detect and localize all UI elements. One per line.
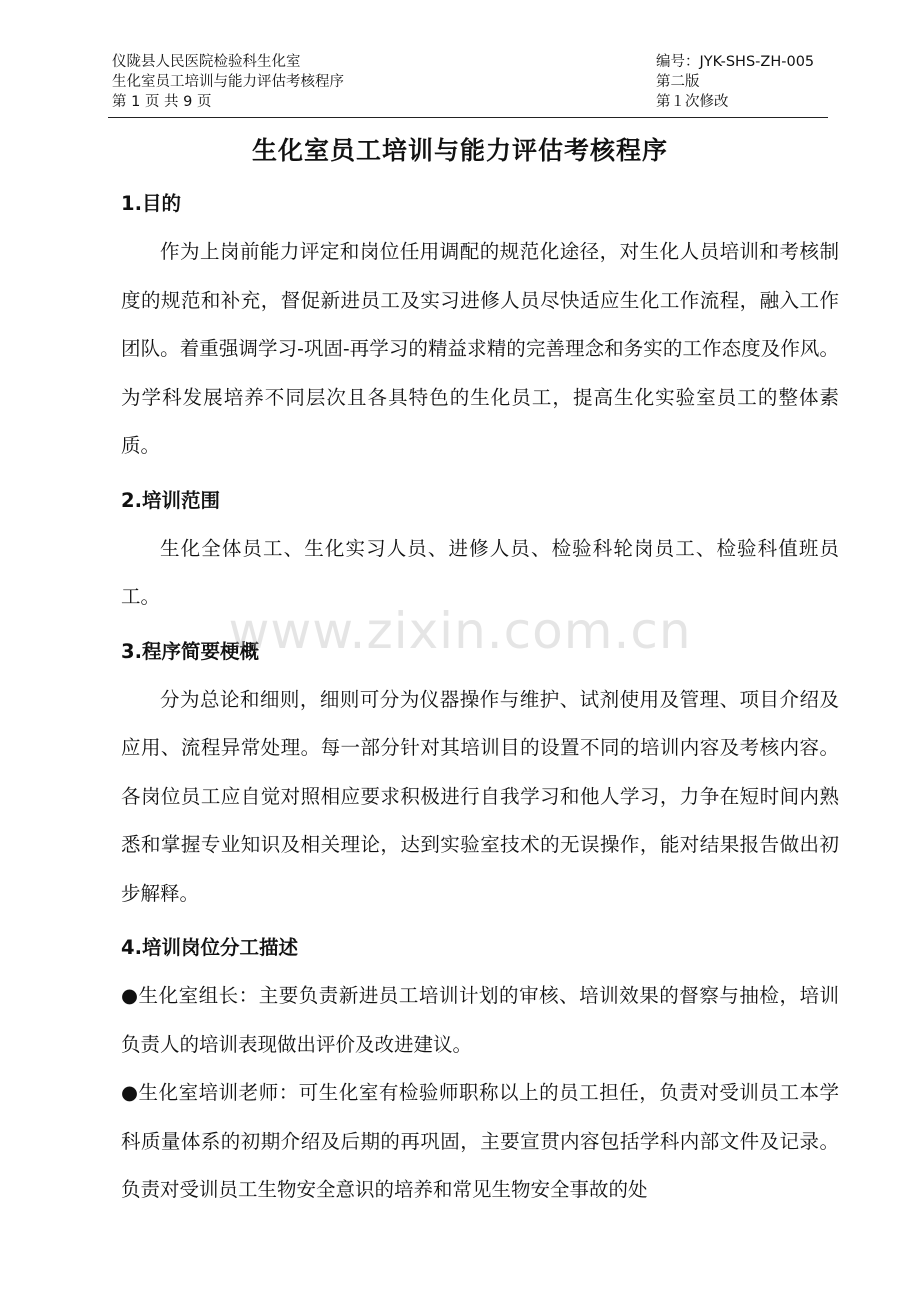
section-heading-scope: 2.培训范围 xyxy=(121,488,220,512)
section-paragraph-scope: 生化全体员工、生化实习人员、进修人员、检验科轮岗员工、检验科值班员工。 xyxy=(121,536,839,608)
header-revision: 第１次修改 xyxy=(656,94,729,110)
header-doc-title: 生化室员工培训与能力评估考核程序 xyxy=(112,74,344,90)
header-doc-code: 编号：JYK-SHS-ZH-005 xyxy=(656,54,815,70)
header-row-3 xyxy=(112,92,826,112)
header-row-2 xyxy=(112,72,826,92)
section-heading-purpose: 1.目的 xyxy=(121,192,181,215)
document-title: 生化室员工培训与能力评估考核程序 xyxy=(251,136,668,165)
bullet-item-trainer: ●生化室培训老师：可生化室有检验师职称以上的员工担任，负责对受训员工本学科质量体系的初期介绍及后期的再巩固，主要宣贯内容包括学科内部文件及记录。负责对受训员工生物安全意识的培养和常见生物安全事故的处 xyxy=(121,1081,839,1201)
header-row-1 xyxy=(112,52,826,72)
bullet-item-team-leader: ●生化室组长：主要负责新进员工培训计划的审核、培训效果的督察与抽检，培训负责人的培训表现做出评价及改进建议。 xyxy=(121,984,839,1056)
watermark: www.zixin.com.cn xyxy=(228,602,692,660)
header-divider xyxy=(108,117,828,118)
header-edition: 第二版 xyxy=(656,74,700,90)
page-header xyxy=(112,52,826,112)
section-heading-overview: 3.程序简要梗概 xyxy=(121,639,259,663)
section-paragraph-overview: 分为总论和细则，细则可分为仪器操作与维护、试剂使用及管理、项目介绍及应用、流程异常处理。每一部分针对其培训目的设置不同的培训内容及考核内容。各岗位员工应自觉对照相应要求积极进行自我学习和他人学习，力争在短时间内熟悉和掌握专业知识及相关理论，达到实验室技术的无误操作，能对结果报告做出初步解释。 xyxy=(121,687,839,905)
section-paragraph-purpose: 作为上岗前能力评定和岗位任用调配的规范化途径，对生化人员培训和考核制度的规范和补充，督促新进员工及实习进修人员尽快适应生化工作流程，融入工作团队。着重强调学习-巩固-再学习的精益求精的完善理念和务实的工作态度及作风。为学科发展培养不同层次且各具特色的生化员工，提高生化实验室员工的整体素质。 xyxy=(121,240,839,457)
header-page-info: 第 1 页 共 9 页 xyxy=(112,94,212,110)
document-body xyxy=(121,180,839,1215)
header-org: 仪陇县人民医院检验科生化室 xyxy=(112,54,301,70)
section-heading-roles: 4.培训岗位分工描述 xyxy=(121,936,298,959)
